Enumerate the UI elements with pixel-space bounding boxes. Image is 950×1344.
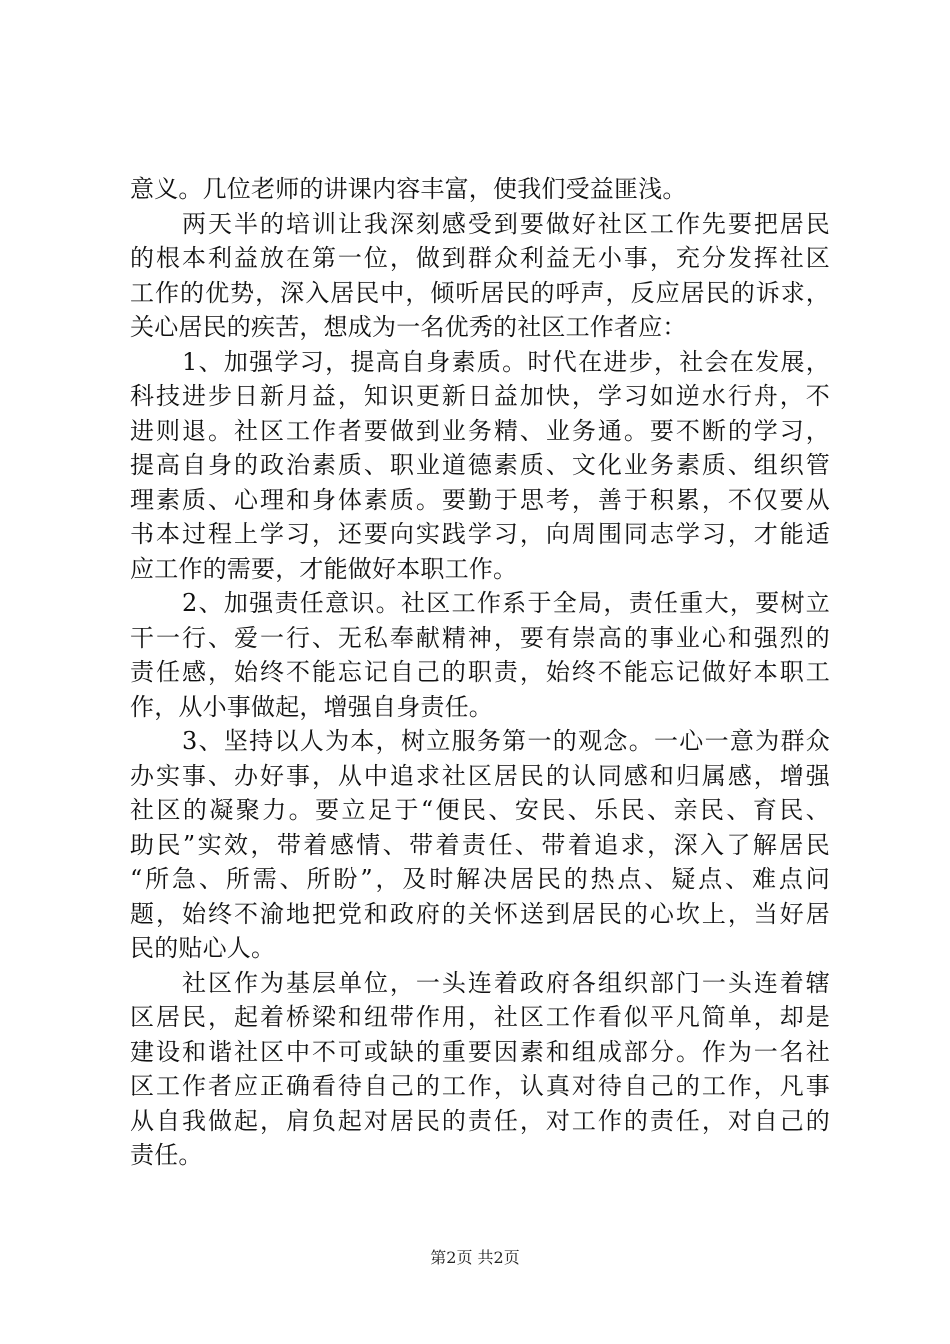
text-line: 两天半的培训让我深刻感受到要做好社区工作先要把居民 — [182, 209, 830, 238]
text-line: 关心居民的疾苦，想成为一名优秀的社区工作者应： — [130, 313, 687, 341]
text-line: 1、加强学习，提高自身素质。时代在进步，社会在发展， — [182, 347, 830, 376]
text-line: 助民”实效，带着感情、带着责任、带着追求，深入了解居民 — [130, 830, 830, 859]
text-line: 书本过程上学习，还要向实践学习，向周围同志学习，才能适 — [130, 520, 830, 548]
text-line: 建设和谐社区中不可或缺的重要因素和组成部分。作为一名社 — [130, 1037, 830, 1066]
text-line: 进则退。社区工作者要做到业务精、业务通。要不断的学习， — [130, 416, 830, 445]
text-line: 干一行、爱一行、无私奉献精神，要有崇高的事业心和强烈的 — [130, 623, 830, 652]
text-line: 提高自身的政治素质、职业道德素质、文化业务素质、组织管 — [130, 451, 830, 479]
text-line: 区工作者应正确看待自己的工作，认真对待自己的工作，凡事 — [130, 1072, 830, 1100]
page-footer: 第2页 共2页 — [430, 1248, 520, 1267]
document-body — [130, 172, 830, 1173]
text-line: 责任。 — [130, 1141, 203, 1169]
text-line: 民的贴心人。 — [130, 934, 276, 962]
text-line: 责任感，始终不能忘记自己的职责，始终不能忘记做好本职工 — [130, 658, 830, 686]
text-line: 工作的优势，深入居民中，倾听居民的呼声，反应居民的诉求， — [130, 278, 830, 307]
text-line: 理素质、心理和身体素质。要勤于思考，善于积累，不仅要从 — [130, 485, 830, 514]
text-line: “所急、所需、所盼”，及时解决居民的热点、疑点、难点问 — [130, 865, 830, 893]
text-line: 科技进步日新月益，知识更新日益加快，学习如逆水行舟，不 — [130, 382, 830, 410]
text-line: 办实事、办好事，从中追求社区居民的认同感和归属感，增强 — [130, 761, 830, 790]
text-line: 题，始终不渝地把党和政府的关怀送到居民的心坎上，当好居 — [130, 899, 830, 928]
text-line: 3、坚持以人为本，树立服务第一的观念。一心一意为群众 — [182, 727, 830, 755]
text-line: 作，从小事做起，增强自身责任。 — [130, 692, 493, 721]
text-line: 意义。几位老师的讲课内容丰富，使我们受益匪浅。 — [130, 175, 687, 203]
text-line: 社区作为基层单位，一头连着政府各组织部门一头连着辖 — [182, 968, 830, 997]
text-line: 的根本利益放在第一位，做到群众利益无小事，充分发挥社区 — [130, 244, 830, 272]
text-line: 从自我做起，肩负起对居民的责任，对工作的责任，对自己的 — [130, 1106, 830, 1135]
text-line: 社区的凝聚力。要立足于“便民、安民、乐民、亲民、育民、 — [130, 796, 830, 824]
text-line: 应工作的需要，才能做好本职工作。 — [130, 554, 518, 583]
text-line: 2、加强责任意识。社区工作系于全局，责任重大，要树立 — [182, 589, 830, 617]
text-line: 区居民，起着桥梁和纽带作用，社区工作看似平凡简单，却是 — [130, 1003, 830, 1031]
